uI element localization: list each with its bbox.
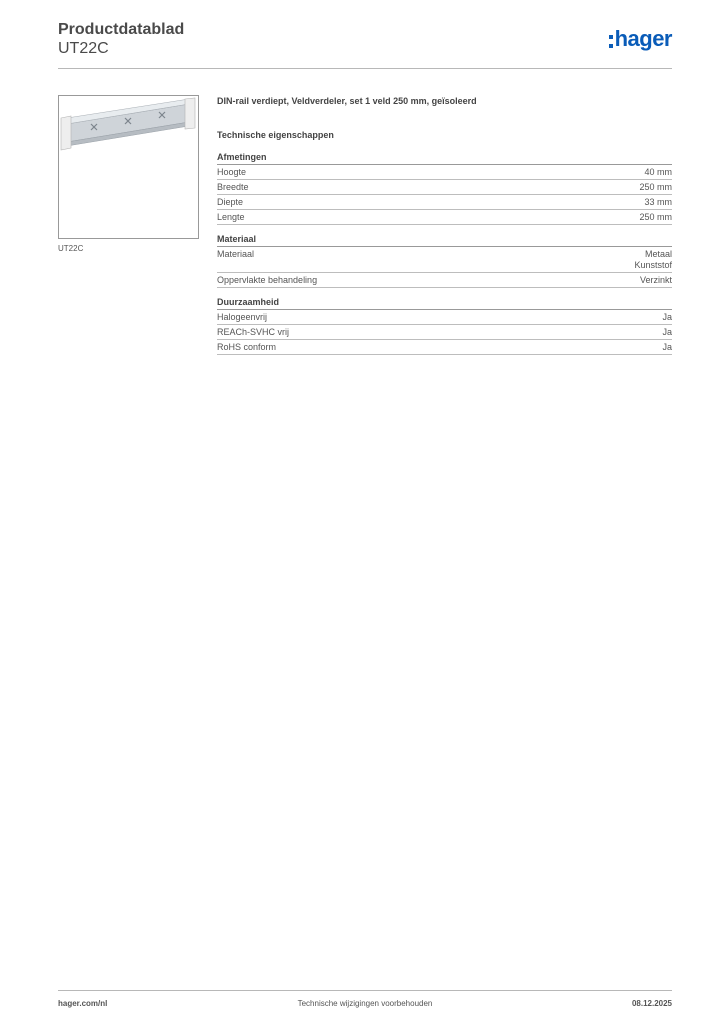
spec-value-line: Verzinkt: [639, 275, 672, 285]
spec-row: [217, 310, 672, 325]
spec-row: [217, 165, 672, 180]
spec-section-title: Afmetingen: [217, 152, 672, 165]
spec-label: Diepte: [217, 197, 244, 207]
spec-value: [644, 197, 672, 208]
spec-value: [634, 249, 672, 271]
spec-label: Hoogte: [217, 167, 247, 177]
spec-row: [217, 273, 672, 288]
spec-section: [217, 297, 672, 355]
spec-heading: Technische eigenschappen: [217, 130, 334, 140]
spec-value-line: Ja: [662, 312, 672, 322]
product-image-caption: UT22C: [58, 244, 84, 253]
spec-value: [640, 275, 672, 286]
spec-value: [662, 342, 672, 353]
spec-row: [217, 210, 672, 225]
spec-value-line: Kunststof: [634, 260, 672, 270]
spec-section: [217, 234, 672, 288]
spec-value-line: Ja: [662, 342, 672, 352]
spec-sections: [217, 152, 672, 355]
spec-label: Materiaal: [217, 249, 255, 259]
spec-section-title: Materiaal: [217, 234, 672, 247]
spec-label: REACh-SVHC vrij: [217, 327, 290, 337]
product-image-frame: [58, 95, 199, 239]
spec-label: Halogeenvrij: [217, 312, 268, 322]
logo-dots-icon: [609, 35, 613, 48]
spec-value-line: 40 mm: [644, 167, 672, 177]
spec-value: [644, 167, 672, 178]
spec-section: [217, 152, 672, 225]
spec-label: Lengte: [217, 212, 245, 222]
spec-value-line: Ja: [662, 327, 672, 337]
footer-website-link[interactable]: hager.com/nl: [58, 999, 108, 1008]
spec-row: [217, 247, 672, 273]
spec-content: [217, 96, 672, 364]
spec-row: [217, 180, 672, 195]
header-divider: [58, 68, 672, 69]
din-rail-image: [59, 96, 198, 238]
spec-row: [217, 340, 672, 355]
spec-value-line: 33 mm: [644, 197, 672, 207]
page-header: [58, 20, 184, 58]
spec-value: [662, 312, 672, 323]
spec-label: Breedte: [217, 182, 249, 192]
spec-label: Oppervlakte behandeling: [217, 275, 318, 285]
spec-value-line: 250 mm: [639, 212, 672, 222]
product-code: UT22C: [58, 40, 109, 57]
product-description: DIN-rail verdiept, Veldverdeler, set 1 veld 250 mm, geïsoleerd: [217, 96, 477, 106]
hager-logo: [609, 28, 672, 50]
spec-value: [639, 182, 672, 193]
spec-value: [662, 327, 672, 338]
spec-row: [217, 195, 672, 210]
page-title: Productdatablad: [58, 21, 185, 38]
logo-text: hager: [614, 26, 672, 51]
spec-value-line: 250 mm: [639, 182, 672, 192]
spec-value-line: Metaal: [644, 249, 672, 259]
footer-divider: [58, 990, 672, 991]
footer-disclaimer: Technische wijzigingen voorbehouden: [297, 999, 433, 1008]
spec-section-title: Duurzaamheid: [217, 297, 672, 310]
spec-value: [639, 212, 672, 223]
footer-date: 08.12.2025: [631, 999, 672, 1008]
spec-row: [217, 325, 672, 340]
spec-label: RoHS conform: [217, 342, 277, 352]
